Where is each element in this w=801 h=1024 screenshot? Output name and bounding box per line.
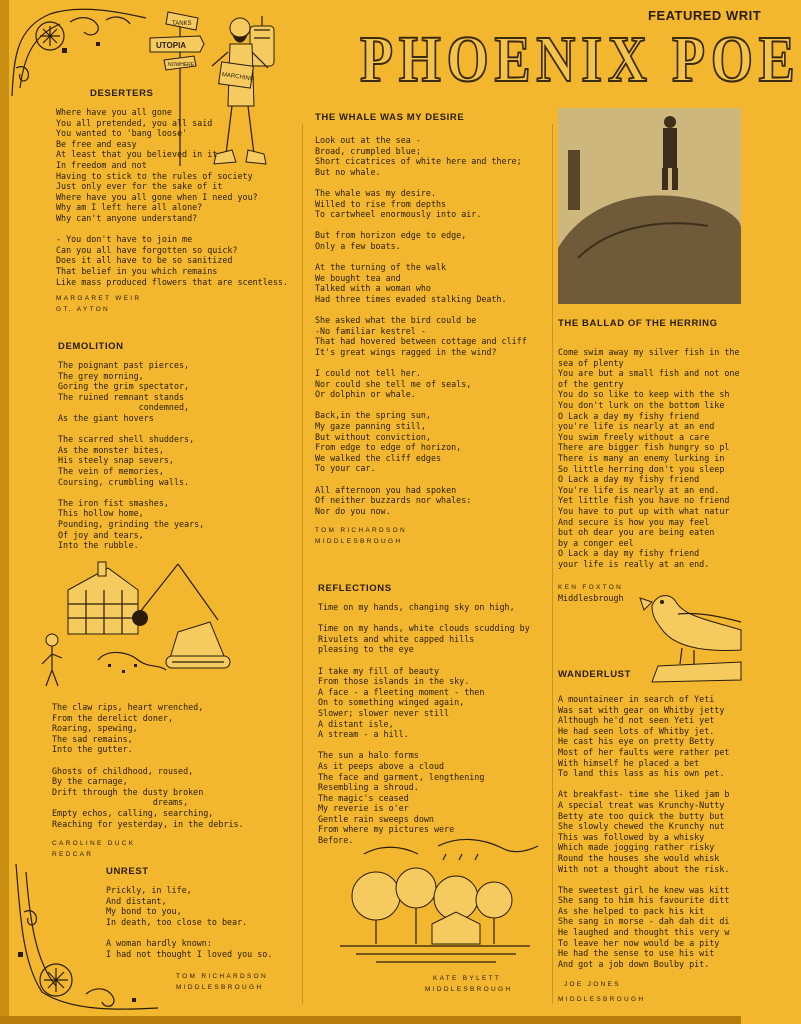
column-divider [302, 124, 303, 1004]
poem-line: Can you all have forgotten so quick? [56, 244, 238, 255]
poem-line: Why am I left here all alone? [56, 202, 203, 213]
page-left-edge [0, 0, 9, 1024]
poem-title: WANDERLUST [558, 669, 632, 680]
poem-author: MARGARET WEIR [56, 295, 142, 303]
poem-author: TOM RICHARDSON [176, 973, 269, 981]
poem-line: She asked what the bird could be [315, 315, 477, 326]
sign-utopia: UTOPIA [156, 41, 187, 50]
poem-location: Middlesbrough [558, 593, 624, 604]
poem-line: Before. [318, 835, 354, 846]
stranded-whale-photo [558, 108, 741, 304]
poem-line: From where my pictures were [318, 824, 455, 835]
poem-line: -No familiar kestrel - [315, 325, 426, 336]
masthead-title: PHOENIX POE [360, 23, 801, 96]
poem-line: It's great wings ragged in the wind? [315, 346, 497, 357]
poem-title: DESERTERS [90, 88, 154, 99]
poem-line: The vein of memories, [58, 465, 164, 476]
poem-line: As she helped to pack his kit [558, 905, 705, 916]
poem-deserters [56, 88, 300, 315]
poem-line: Look out at the sea - [315, 135, 421, 145]
poem-line: To cartwheel enormously into air. [315, 209, 482, 220]
poem-location: MIDDLESBROUGH [425, 986, 513, 993]
village-trees-illustration [336, 866, 534, 964]
poem-line [315, 177, 549, 188]
poem-line: You are but a small fish and not one [558, 368, 740, 379]
poem-line [58, 487, 302, 498]
poem-location: REDCAR [52, 851, 94, 859]
poem-line: As it peeps above a cloud [318, 760, 445, 771]
poem-line: There is many an enemy lurking in [558, 452, 725, 463]
poem-line: Of neither buzzards nor whales: [315, 495, 472, 506]
ornate-corner-top-left [10, 8, 150, 98]
poem-author: TOM RICHARDSON [315, 527, 408, 535]
poem-line: You don't lurk on the bottom like [558, 399, 725, 410]
poem-line: Come swim away my silver fish in the [558, 347, 740, 357]
poem-line: From edge to edge of horizon, [315, 442, 462, 453]
poem-line: Or dolphin or whale. [315, 389, 416, 400]
poem-line: Just only ever for the sake of it [56, 181, 223, 192]
wrecking-ball-illustration [38, 560, 243, 688]
poem-line: Like mass produced flowers that are scentless. [56, 276, 288, 287]
poem-line: A stream - a hill. [318, 729, 409, 740]
poem-line: We bought tea and [315, 272, 401, 283]
column-divider [552, 124, 553, 1004]
poem-line: By the carnage, [52, 776, 128, 787]
poem-reflections [318, 583, 552, 846]
poem-line: He cast his eye on pretty Betty [558, 736, 715, 747]
poem-line: We walked the cliff edges [315, 452, 442, 463]
whale-photo-drawing [558, 108, 741, 304]
featured-label: FEATURED WRIT [648, 8, 762, 23]
poem-line: And distant, [106, 895, 167, 906]
poem-title: UNREST [106, 866, 149, 877]
poem-line: There are bigger fish hungry so pl [558, 442, 730, 453]
poem-line: Slower; slower never still [318, 707, 450, 718]
poem-line: The grey morning, [58, 370, 144, 381]
poem-line: At least that you believed in it [56, 149, 218, 160]
poem-line: - You don't have to join me [56, 234, 193, 245]
poem-location: GT. AYTON [56, 306, 111, 314]
poem-line: Where have you all gone [56, 107, 172, 117]
poem-line: Round the houses she would whisk [558, 852, 720, 863]
poem-line [52, 755, 300, 766]
poem-line [315, 357, 549, 368]
poem-line: As the giant hovers [58, 412, 154, 423]
poem-line [315, 220, 549, 231]
poem-line: Only a few boats. [315, 240, 401, 251]
poem-title: THE WHALE WAS MY DESIRE [315, 112, 465, 123]
poem-line: Resembling a shroud. [318, 782, 419, 793]
poem-line: I had not thought I loved you so. [106, 948, 273, 959]
poem-line: of the gentry [558, 378, 624, 389]
poem-line: In death, too close to bear. [106, 916, 248, 927]
poem-body [558, 694, 741, 969]
poem-line: by a conger eel [558, 537, 634, 548]
poem-line: At the turning of the walk [315, 262, 447, 273]
poem-line: Was sat with gear on Whitby jetty [558, 704, 725, 715]
poem-line: This hollow home, [58, 508, 144, 519]
poem-line: Why can't anyone understand? [56, 212, 198, 223]
poem-line: Time on my hands, changing sky on high, [318, 602, 515, 612]
poem-herring [558, 318, 741, 604]
poem-line: Drift through the dusty broken [52, 786, 204, 797]
poem-line: You swim freely without a care [558, 431, 710, 442]
poem-line: I could not tell her. [315, 368, 421, 379]
poem-line: You wanted to 'bang loose' [56, 128, 188, 139]
poem-line: The magic's ceased [318, 792, 409, 803]
poem-line: I take my fill of beauty [318, 665, 440, 676]
poem-title: REFLECTIONS [318, 583, 392, 594]
poem-author: CAROLINE DUCK [52, 840, 136, 848]
poem-line [315, 400, 549, 411]
poem-line: A special treat was Krunchy-Nutty [558, 799, 725, 810]
poem-line: The scarred shell shudders, [58, 434, 195, 445]
rain-cloud-illustration [362, 832, 542, 862]
poem-line: My bond to you, [106, 906, 182, 917]
poem-line: A face - a fleeting moment - then [318, 686, 485, 697]
poem-line: And secure is how you may feel [558, 516, 710, 527]
poem-body [315, 135, 549, 516]
poem-line: But no whale. [315, 166, 381, 177]
poem-line: You all pretended, you all said [56, 117, 213, 128]
poem-line: Betty ate too quick the butty but [558, 810, 725, 821]
poem-line: From the derelict doner, [52, 712, 174, 723]
poem-line: But from horizon edge to edge, [315, 230, 467, 241]
poem-line: Which made jogging rather risky [558, 842, 715, 853]
poem-location: MIDDLESBROUGH [176, 984, 264, 992]
poem-line: Does it all have to be so sanitized [56, 255, 233, 266]
poem-line: The claw rips, heart wrenched, [52, 702, 204, 712]
poem-line: So little herring don't you sleep [558, 463, 725, 474]
poem-body [52, 702, 300, 829]
poem-line: That had hovered between cottage and cliff [315, 336, 527, 347]
poem-line: She sang in morse - dah dah dit di [558, 916, 730, 927]
poem-body [558, 347, 741, 569]
poem-line [558, 779, 741, 790]
poem-wanderlust [558, 669, 741, 1005]
poem-line [315, 305, 549, 316]
poem-author: KEN FOXTON [558, 584, 624, 592]
poem-line: My reverie is o'er [318, 803, 409, 814]
poem-line: The whale was my desire. [315, 187, 437, 198]
poem-line: A woman hardly known: [106, 937, 212, 948]
poem-author: KATE BYLETT [433, 975, 502, 982]
poem-line: But without conviction, [315, 431, 431, 442]
poem-line: Coursing, crumbling walls. [58, 476, 190, 487]
poem-line: His steely snap severs, [58, 455, 174, 466]
poem-line: This was followed by a whisky [558, 831, 705, 842]
poem-line: My gaze panning still, [315, 421, 426, 432]
page-bottom-edge [0, 1016, 741, 1024]
poem-body [318, 602, 552, 846]
poem-line: At breakfast- time she liked jam b [558, 789, 730, 800]
poem-line: The ruined remnant stands [58, 391, 185, 402]
poem-line: O Lack a day my fishy friend [558, 474, 700, 485]
poem-location: MIDDLESBROUGH [315, 538, 403, 546]
poem-line: Pounding, grinding the years, [58, 518, 205, 529]
poem-line: You're life is nearly at an end. [558, 484, 720, 495]
poem-line: sea of plenty [558, 357, 624, 368]
poem-line: To leave her now would be a pity [558, 937, 720, 948]
reflections-credit [425, 973, 551, 995]
poem-line: With himself he placed a bet [558, 757, 700, 768]
poem-line: Prickly, in life, [106, 885, 192, 895]
poem-line: On to something winged again, [318, 697, 465, 708]
poem-line [558, 874, 741, 885]
poem-unrest [106, 866, 302, 993]
poem-line: Most of her faults were rather pet [558, 746, 730, 757]
poem-line: From those islands in the sky. [318, 676, 470, 687]
poem-line: Nor could she tell me of seals, [315, 378, 472, 389]
poem-line: Time on my hands, white clouds scudding by [318, 623, 530, 634]
poem-line: He had seen lots of Whitby jet. [558, 725, 715, 736]
poem-line: The poignant past pierces, [58, 360, 190, 370]
poem-line: All afternoon you had spoken [315, 484, 457, 495]
poem-line: The sweetest girl he knew was kitt [558, 884, 730, 895]
poem-line: Of joy and tears, [58, 529, 144, 540]
poem-line: Be free and easy [56, 138, 137, 149]
poem-body [58, 360, 302, 551]
poem-body [106, 885, 302, 959]
poem-line: Into the gutter. [52, 744, 133, 755]
poem-line: A distant isle, [318, 718, 394, 729]
placard-text: MARCHING [221, 72, 255, 83]
poem-line: Reaching for yesterday, in the debris. [52, 818, 244, 829]
poem-line: He laughed and thought this very w [558, 927, 730, 938]
poem-line: That belief in you which remains [56, 265, 218, 276]
poem-line [318, 740, 552, 751]
poem-line [58, 424, 302, 435]
poem-line: O Lack a day my fishy friend [558, 548, 700, 559]
poem-title: DEMOLITION [58, 341, 124, 352]
poem-title: THE BALLAD OF THE HERRING [558, 318, 718, 329]
poem-line: To your car. [315, 463, 376, 474]
poem-line: pleasing to the eye [318, 644, 414, 655]
poem-line: She slowly chewed the Krunchy nut [558, 821, 725, 832]
poem-line: She sang to him his favourite ditt [558, 895, 730, 906]
poem-line: As the monster bites, [58, 444, 164, 455]
poem-line: Goring the grim spectator, [58, 381, 190, 392]
poem-line [318, 613, 552, 624]
poem-line: A mountaineer in search of Yeti [558, 694, 715, 704]
poem-whale [315, 112, 549, 547]
poem-line: condemned, [58, 402, 190, 413]
poem-line: The sun a halo forms [318, 750, 419, 761]
poem-line: Having to stick to the rules of society [56, 170, 253, 181]
poem-line: And got a job down Boulby pit. [558, 958, 710, 969]
poem-line: Into the rubble. [58, 540, 139, 551]
poem-line [318, 655, 552, 666]
poem-line: Empty echos, calling, searching, [52, 807, 214, 818]
poem-line: Had three times evaded stalking Death. [315, 293, 507, 304]
poem-line: The sad remains, [52, 733, 133, 744]
poem-line: you're life is nearly at an end [558, 421, 715, 432]
poem-line: Roaring, spewing, [52, 723, 138, 734]
poem-line: Gentle rain sweeps down [318, 813, 434, 824]
poem-line [56, 224, 300, 235]
poem-line [315, 474, 549, 485]
poem-location: MIDDLESBROUGH [558, 996, 646, 1004]
poem-line: your life is really at an end. [558, 558, 710, 569]
poem-line: dreams, [52, 797, 189, 808]
poem-body [56, 107, 300, 287]
poem-line: but oh dear you are being eaten [558, 527, 715, 538]
poem-line: Ghosts of childhood, roused, [52, 765, 194, 776]
poem-author: JOE JONES [564, 981, 621, 989]
sign-board-low: NOWHERE [168, 62, 195, 68]
poem-line: Rivulets and white capped hills [318, 633, 475, 644]
poem-line: Yet little fish you have no friend [558, 495, 730, 506]
poem-line: You have to put up with what natur [558, 505, 730, 516]
poem-line: Broad, crumpled blue; [315, 145, 421, 156]
poem-line: Talked with a woman who [315, 283, 431, 294]
poem-line: Where have you all gone when I need you? [56, 191, 258, 202]
sign-board-top: TANKS [172, 21, 192, 27]
poem-line: In freedom and not [56, 159, 147, 170]
poem-line: O Lack a day my fishy friend [558, 410, 700, 421]
poem-line: Nor do you now. [315, 505, 391, 516]
poem-line: The iron fist smashes, [58, 497, 169, 508]
poem-line: Willed to rise from depths [315, 198, 447, 209]
poem-demolition [58, 341, 302, 551]
poem-line: Although he'd not seen Yeti yet [558, 715, 715, 726]
poem-line: With not a thought about the risk. [558, 863, 730, 874]
poem-line: He had the sense to use his wit [558, 948, 715, 959]
poem-demolition-continued [52, 702, 300, 860]
poem-line: Back,in the spring sun, [315, 410, 431, 421]
poem-line [106, 927, 302, 938]
poem-line: The face and garment, lengthening [318, 771, 485, 782]
poem-line: To land this lass as his own pet. [558, 768, 725, 779]
poem-line [315, 252, 549, 263]
poem-line: You do so like to keep with the sh [558, 389, 730, 400]
poem-line: Short cicatrices of white here and there; [315, 156, 522, 167]
